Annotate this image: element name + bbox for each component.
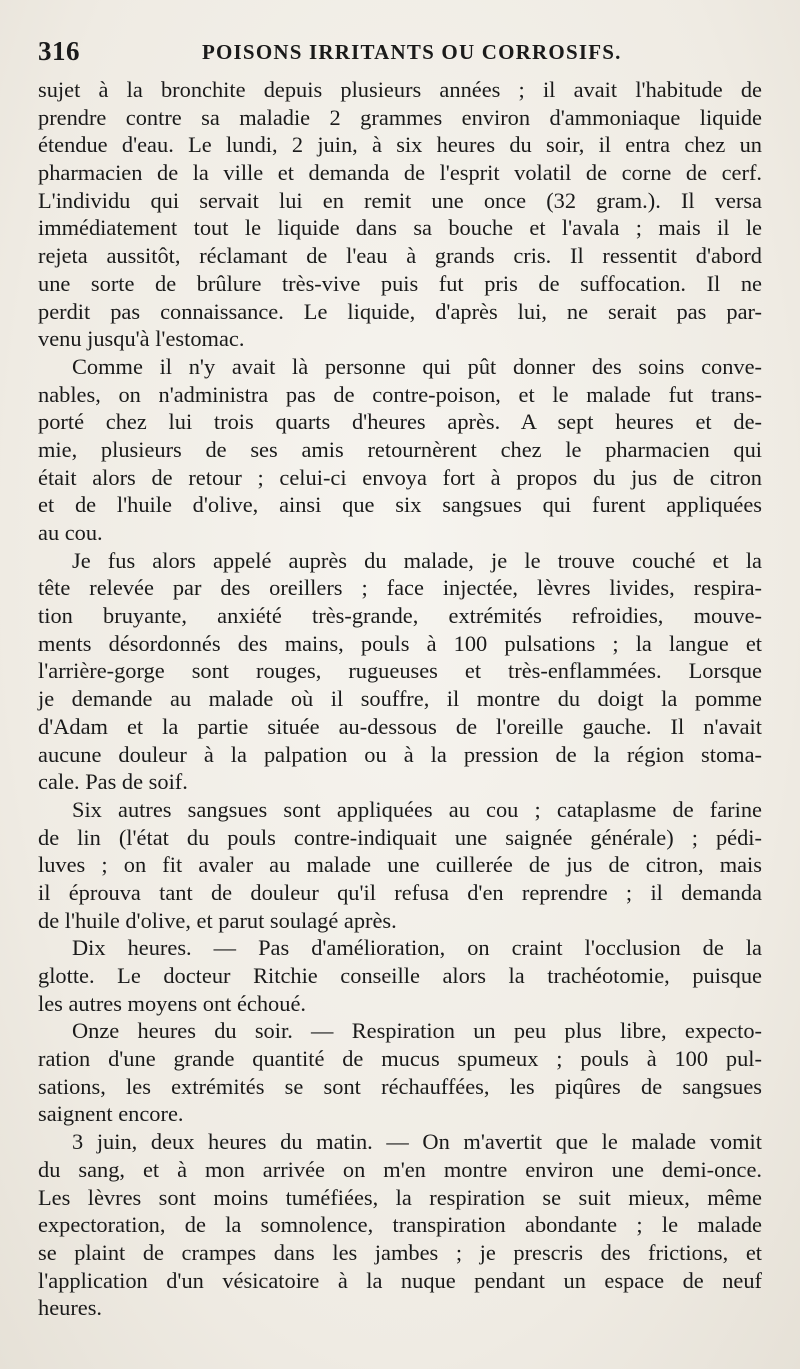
paragraph [38, 1017, 762, 1128]
text-line: expectoration, de la somnolence, transpiration abondante ; le malade [38, 1212, 762, 1238]
text-line: une sorte de brûlure très-vive puis fut pris de suffocation. Il ne [38, 270, 762, 296]
text-line: cale. Pas de soif. [38, 769, 188, 795]
text-line: se plaint de crampes dans les jambes ; je prescris des frictions, et [38, 1239, 762, 1265]
text-line: saignent encore. [38, 1101, 184, 1127]
text-line: je demande au malade où il souffre, il montre du doigt la pomme [38, 686, 762, 712]
text-line: Je fus alors appelé auprès du malade, je le trouve couché et la [72, 547, 762, 573]
paragraph [38, 796, 762, 934]
text-line: heures. [38, 1295, 103, 1321]
text-line: venu jusqu'à l'estomac. [38, 326, 245, 352]
text-line: perdit pas connaissance. Le liquide, d'après lui, ne serait pas par- [38, 298, 762, 324]
paragraph [38, 353, 762, 547]
page-number: 316 [38, 36, 80, 66]
text-line: il éprouva tant de douleur qu'il refusa d'en reprendre ; il demanda [38, 879, 762, 905]
text-line: ments désordonnés des mains, pouls à 100 pulsations ; la langue et [38, 630, 762, 656]
text-line: Comme il n'y avait là personne qui pût donner des soins conve- [72, 353, 762, 379]
text-line: de l'huile d'olive, et parut soulagé après. [38, 907, 397, 933]
text-line: Les lèvres sont moins tuméfiées, la respiration se suit mieux, même [38, 1184, 762, 1210]
text-line: porté chez lui trois quarts d'heures après. A sept heures et de- [38, 409, 762, 435]
text-line: Onze heures du soir. — Respiration un peu plus libre, expecto- [72, 1018, 762, 1044]
text-line: l'arrière-gorge sont rouges, rugueuses et très-enflammées. Lorsque [38, 658, 762, 684]
text-line: 3 juin, deux heures du matin. — On m'avertit que le malade vomit [72, 1129, 762, 1155]
paragraph [38, 1128, 762, 1322]
paragraph [38, 547, 762, 796]
text-line: glotte. Le docteur Ritchie conseille alors la trachéotomie, puisque [38, 963, 762, 988]
text-line: étendue d'eau. Le lundi, 2 juin, à six heures du soir, il entra chez un [38, 132, 762, 158]
body-text [38, 76, 762, 1322]
page-header [38, 36, 758, 72]
text-line: d'Adam et la partie située au-dessous de l'oreille gauche. Il n'avait [38, 713, 762, 739]
text-line: rejeta aussitôt, réclamant de l'eau à grands cris. Il ressentit d'abord [38, 243, 762, 269]
running-title: POISONS IRRITANTS OU CORROSIFS. [202, 40, 622, 64]
text-line: l'application d'un vésicatoire à la nuque pendant un espace de neuf [38, 1267, 762, 1293]
text-line: et de l'huile d'olive, ainsi que six sangsues qui furent appliquées [38, 492, 762, 518]
text-line: Dix heures. — Pas d'amélioration, on craint l'occlusion de la [72, 935, 762, 961]
text-line: L'individu qui servait lui en remit une once (32 gram.). Il versa [38, 187, 762, 213]
text-line: sujet à la bronchite depuis plusieurs années ; il avait l'habitude de [38, 77, 762, 102]
text-line: immédiatement tout le liquide dans sa bouche et l'avala ; mais il le [38, 215, 762, 241]
text-line: mie, plusieurs de ses amis retournèrent chez le pharmacien qui [38, 436, 762, 462]
text-line: au cou. [38, 520, 103, 545]
text-line: prendre contre sa maladie 2 grammes environ d'ammoniaque liquide [38, 104, 762, 130]
paragraph [38, 76, 762, 353]
text-line: était alors de retour ; celui-ci envoya fort à propos du jus de citron [38, 464, 762, 490]
text-line: les autres moyens ont échoué. [38, 990, 306, 1016]
paragraph [38, 934, 762, 1017]
text-line: de lin (l'état du pouls contre-indiquait une saignée générale) ; pédi- [38, 824, 762, 850]
text-line: tion bruyante, anxiété très-grande, extrémités refroidies, mouve- [38, 603, 762, 629]
text-line: pharmacien de la ville et demanda de l'esprit volatil de corne de cerf. [38, 160, 762, 186]
text-line: ration d'une grande quantité de mucus spumeux ; pouls à 100 pul- [38, 1046, 762, 1072]
text-line: sations, les extrémités se sont réchauffées, les piqûres de sangsues [38, 1073, 762, 1099]
text-line: tête relevée par des oreillers ; face injectée, lèvres livides, respira- [38, 575, 762, 601]
text-line: Six autres sangsues sont appliquées au cou ; cataplasme de farine [72, 796, 762, 822]
text-line: nables, on n'administra pas de contre-poison, et le malade fut trans- [38, 381, 762, 407]
text-line: du sang, et à mon arrivée on m'en montre environ une demi-once. [38, 1156, 762, 1182]
text-line: luves ; on fit avaler au malade une cuillerée de jus de citron, mais [38, 852, 762, 878]
text-line: aucune douleur à la palpation ou à la pression de la région stoma- [38, 741, 762, 767]
